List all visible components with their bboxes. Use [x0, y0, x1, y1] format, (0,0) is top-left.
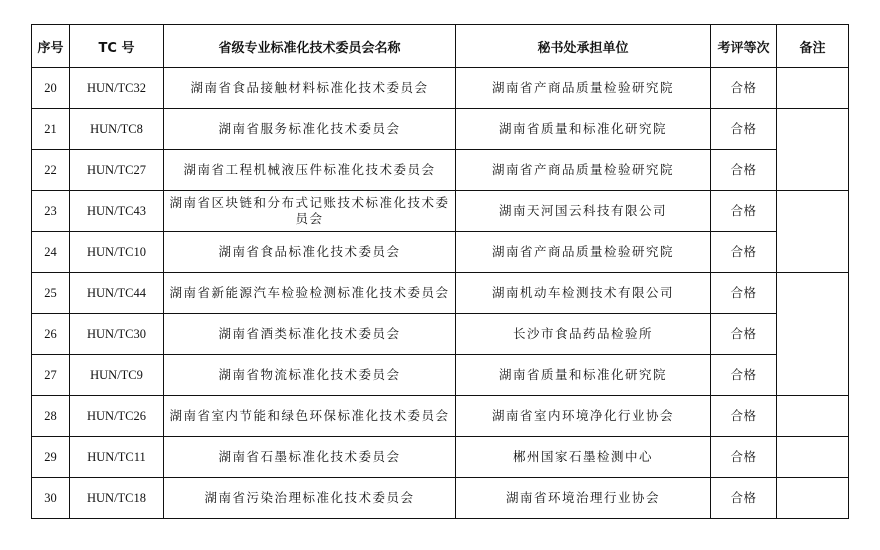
header-seq: 序号 [32, 25, 70, 68]
cell-tc: HUN/TC11 [70, 437, 164, 478]
cell-seq: 24 [32, 232, 70, 273]
cell-name: 湖南省新能源汽车检验检测标准化技术委员会 [164, 273, 456, 314]
cell-secretariat: 湖南省室内环境净化行业协会 [456, 396, 711, 437]
table-row [32, 191, 849, 232]
cell-remark [777, 191, 849, 273]
table-row [32, 478, 849, 519]
cell-name: 湖南省室内节能和绿色环保标准化技术委员会 [164, 396, 456, 437]
cell-remark [777, 68, 849, 109]
cell-remark [777, 396, 849, 437]
table-row [32, 68, 849, 109]
cell-seq: 21 [32, 109, 70, 150]
header-name: 省级专业标准化技术委员会名称 [164, 25, 456, 68]
cell-seq: 23 [32, 191, 70, 232]
cell-secretariat: 长沙市食品药品检验所 [456, 314, 711, 355]
cell-grade: 合格 [711, 191, 777, 232]
cell-tc: HUN/TC43 [70, 191, 164, 232]
cell-secretariat: 湖南省质量和标准化研究院 [456, 109, 711, 150]
cell-tc: HUN/TC18 [70, 478, 164, 519]
cell-grade: 合格 [711, 437, 777, 478]
cell-seq: 27 [32, 355, 70, 396]
table-row [32, 437, 849, 478]
cell-seq: 29 [32, 437, 70, 478]
cell-secretariat: 湖南省产商品质量检验研究院 [456, 68, 711, 109]
cell-seq: 30 [32, 478, 70, 519]
cell-name: 湖南省石墨标准化技术委员会 [164, 437, 456, 478]
cell-grade: 合格 [711, 478, 777, 519]
table-row [32, 232, 849, 273]
cell-remark [777, 109, 849, 191]
cell-name: 湖南省物流标准化技术委员会 [164, 355, 456, 396]
cell-seq: 20 [32, 68, 70, 109]
cell-remark [777, 273, 849, 396]
header-remark: 备注 [777, 25, 849, 68]
cell-tc: HUN/TC8 [70, 109, 164, 150]
tc-evaluation-table [31, 24, 849, 519]
cell-secretariat: 湖南省产商品质量检验研究院 [456, 232, 711, 273]
table-row [32, 109, 849, 150]
cell-grade: 合格 [711, 150, 777, 191]
cell-name: 湖南省食品标准化技术委员会 [164, 232, 456, 273]
table-row [32, 314, 849, 355]
cell-secretariat: 湖南天河国云科技有限公司 [456, 191, 711, 232]
cell-name: 湖南省食品接触材料标准化技术委员会 [164, 68, 456, 109]
cell-tc: HUN/TC32 [70, 68, 164, 109]
table-row [32, 273, 849, 314]
cell-name: 湖南省污染治理标准化技术委员会 [164, 478, 456, 519]
cell-seq: 22 [32, 150, 70, 191]
cell-grade: 合格 [711, 273, 777, 314]
cell-secretariat: 湖南省环境治理行业协会 [456, 478, 711, 519]
cell-grade: 合格 [711, 68, 777, 109]
cell-name: 湖南省服务标准化技术委员会 [164, 109, 456, 150]
cell-tc: HUN/TC44 [70, 273, 164, 314]
table-header-row [32, 25, 849, 68]
cell-seq: 28 [32, 396, 70, 437]
cell-secretariat: 湖南省产商品质量检验研究院 [456, 150, 711, 191]
cell-grade: 合格 [711, 396, 777, 437]
table-row [32, 355, 849, 396]
cell-grade: 合格 [711, 232, 777, 273]
cell-tc: HUN/TC26 [70, 396, 164, 437]
table-row [32, 150, 849, 191]
cell-grade: 合格 [711, 355, 777, 396]
cell-seq: 26 [32, 314, 70, 355]
cell-tc: HUN/TC9 [70, 355, 164, 396]
cell-remark [777, 437, 849, 478]
cell-tc: HUN/TC10 [70, 232, 164, 273]
cell-tc: HUN/TC27 [70, 150, 164, 191]
table-row [32, 396, 849, 437]
cell-secretariat: 湖南省质量和标准化研究院 [456, 355, 711, 396]
header-grade: 考评等次 [711, 25, 777, 68]
cell-seq: 25 [32, 273, 70, 314]
cell-tc: HUN/TC30 [70, 314, 164, 355]
cell-grade: 合格 [711, 314, 777, 355]
cell-name: 湖南省酒类标准化技术委员会 [164, 314, 456, 355]
cell-secretariat: 郴州国家石墨检测中心 [456, 437, 711, 478]
cell-name: 湖南省工程机械液压件标准化技术委员会 [164, 150, 456, 191]
cell-remark [777, 478, 849, 519]
cell-name: 湖南省区块链和分布式记账技术标准化技术委员会 [164, 191, 456, 232]
cell-secretariat: 湖南机动车检测技术有限公司 [456, 273, 711, 314]
header-secretariat: 秘书处承担单位 [456, 25, 711, 68]
cell-grade: 合格 [711, 109, 777, 150]
header-tc: TC 号 [70, 25, 164, 68]
